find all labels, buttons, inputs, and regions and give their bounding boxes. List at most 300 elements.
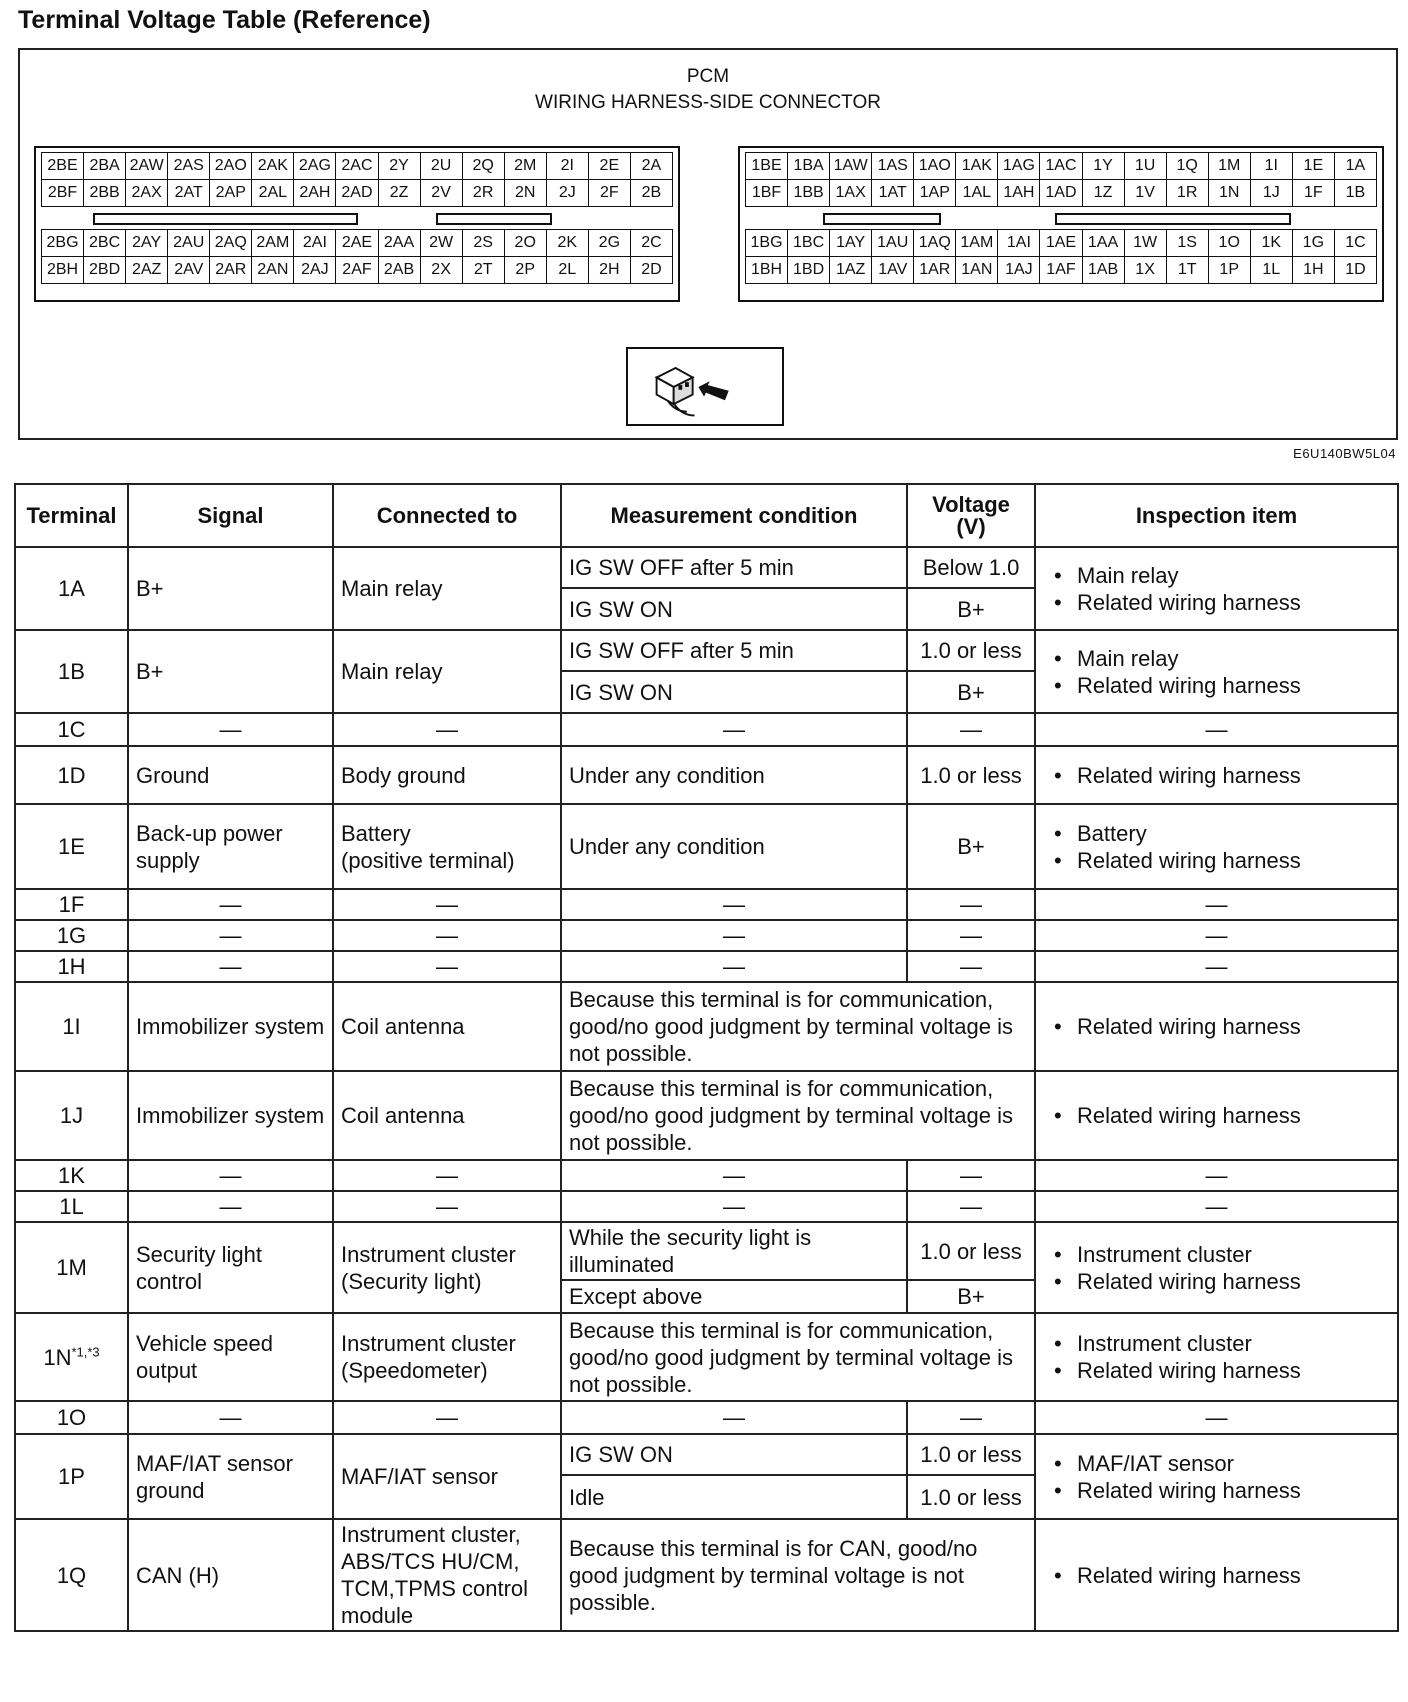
- connected-line: (Security light): [341, 1268, 482, 1294]
- cell-condition: IG SW ON: [561, 588, 907, 630]
- connector-pin: 2AJ: [294, 257, 336, 284]
- connected-line: (positive terminal): [341, 847, 515, 873]
- connector-pin: 1Z: [1082, 180, 1124, 207]
- connector-pin: 1AK: [956, 153, 998, 180]
- header-measurement-condition: Measurement condition: [561, 484, 907, 547]
- connector-pin: 1AI: [998, 230, 1040, 257]
- cell-signal: CAN (H): [128, 1519, 333, 1631]
- connector-pin: 1AY: [830, 230, 872, 257]
- connector-pin: 1BG: [746, 230, 788, 257]
- cell-voltage: B+: [907, 804, 1035, 889]
- connector-right: [738, 146, 1384, 302]
- connector-pin-row: [42, 257, 673, 284]
- cell-terminal: 1L: [15, 1191, 128, 1222]
- cell-terminal: 1D: [15, 746, 128, 804]
- connector-pin: 1M: [1208, 153, 1250, 180]
- connector-pin: 2AB: [378, 257, 420, 284]
- diagram-title: [20, 64, 1396, 116]
- connector-pin: 1AH: [998, 180, 1040, 207]
- connector-pin: 1AB: [1082, 257, 1124, 284]
- cell-voltage: 1.0 or less: [907, 746, 1035, 804]
- connector-pin: 2Z: [378, 180, 420, 207]
- connector-pin: 2R: [462, 180, 504, 207]
- inspection-item: • Battery: [1049, 820, 1384, 847]
- connector-pin: 1AA: [1082, 230, 1124, 257]
- connector-pin: 1AG: [998, 153, 1040, 180]
- connected-line: Instrument cluster: [341, 1241, 516, 1267]
- cell-terminal: 1A: [15, 547, 128, 630]
- connector-pin-row: [746, 180, 1377, 207]
- connector-pin: 1B: [1334, 180, 1376, 207]
- connector-pin-row: [746, 257, 1377, 284]
- cell-connected-to: —: [333, 889, 561, 920]
- cell-condition: —: [561, 713, 907, 746]
- connector-pin: 2X: [420, 257, 462, 284]
- connector-pin: 2AI: [294, 230, 336, 257]
- header-connected-to: Connected to: [333, 484, 561, 547]
- connector-pin: 1AU: [872, 230, 914, 257]
- connector-pin: 2Q: [462, 153, 504, 180]
- cell-terminal: 1O: [15, 1401, 128, 1434]
- connector-left-top-grid: [41, 152, 673, 207]
- connector-pin-row: [42, 153, 673, 180]
- cell-voltage: —: [907, 1191, 1035, 1222]
- cell-signal: —: [128, 1160, 333, 1191]
- cell-connected-to: [333, 1222, 561, 1313]
- cell-connected-to: Main relay: [333, 547, 561, 630]
- connector-pin: 1AV: [872, 257, 914, 284]
- connector-pin: 2AR: [210, 257, 252, 284]
- connector-pin-row: [42, 230, 673, 257]
- connected-line: (Speedometer): [341, 1358, 488, 1383]
- cell-condition: —: [561, 951, 907, 982]
- connector-pin: 1BA: [788, 153, 830, 180]
- cell-terminal: 1G: [15, 920, 128, 951]
- connector-pin: 1O: [1208, 230, 1250, 257]
- connector-pin: 2BB: [84, 180, 126, 207]
- connector-pin: 1BE: [746, 153, 788, 180]
- inspection-item: • Related wiring harness: [1049, 1477, 1384, 1504]
- cell-terminal: 1J: [15, 1071, 128, 1160]
- connector-pin: 2AD: [336, 180, 378, 207]
- connector-pin: 1AP: [914, 180, 956, 207]
- connector-pin: 2J: [546, 180, 588, 207]
- cell-condition: IG SW OFF after 5 min: [561, 630, 907, 671]
- cell-condition: Under any condition: [561, 804, 907, 889]
- connector-pin: 2P: [504, 257, 546, 284]
- connector-pin: 2AO: [210, 153, 252, 180]
- cell-signal: —: [128, 1401, 333, 1434]
- connector-pin: 1L: [1250, 257, 1292, 284]
- connector-pin: 2AX: [126, 180, 168, 207]
- connector-pin: 1X: [1124, 257, 1166, 284]
- table-row: [15, 1401, 1398, 1434]
- cell-inspection: [1035, 547, 1398, 630]
- inspection-item: • Instrument cluster: [1049, 1241, 1384, 1268]
- cell-connected-to: Coil antenna: [333, 1071, 561, 1160]
- cell-inspection: [1035, 1313, 1398, 1401]
- terminal-voltage-table: [14, 483, 1399, 1632]
- connector-pin: 1AE: [1040, 230, 1082, 257]
- connector-pin: 2AL: [252, 180, 294, 207]
- cell-condition: —: [561, 1401, 907, 1434]
- cell-connected-to: [333, 1313, 561, 1401]
- cell-terminal: 1I: [15, 982, 128, 1071]
- cell-voltage: 1.0 or less: [907, 1222, 1035, 1280]
- connector-pin: 2BE: [42, 153, 84, 180]
- cell-condition: IG SW OFF after 5 min: [561, 547, 907, 588]
- connector-pin: 1W: [1124, 230, 1166, 257]
- connector-pin: 2AT: [168, 180, 210, 207]
- connector-pin: 2BD: [84, 257, 126, 284]
- table-row: [15, 746, 1398, 804]
- cell-connected-to: Coil antenna: [333, 982, 561, 1071]
- cell-voltage: B+: [907, 1280, 1035, 1313]
- cell-connected-to: —: [333, 920, 561, 951]
- connector-pin: 1AM: [956, 230, 998, 257]
- table-row: [15, 630, 1398, 671]
- inspection-item: • Related wiring harness: [1049, 672, 1384, 699]
- connector-pin: 2U: [420, 153, 462, 180]
- cell-inspection: [1035, 804, 1398, 889]
- cell-inspection: —: [1035, 920, 1398, 951]
- cell-voltage: 1.0 or less: [907, 1475, 1035, 1519]
- table-row: [15, 713, 1398, 746]
- connector-pin: 2A: [630, 153, 672, 180]
- cell-voltage: —: [907, 920, 1035, 951]
- connector-pin-row: [42, 180, 673, 207]
- cell-connected-to: Main relay: [333, 630, 561, 713]
- cell-condition: IG SW ON: [561, 671, 907, 713]
- connector-pin: 1BH: [746, 257, 788, 284]
- connector-pin: 2AA: [378, 230, 420, 257]
- cell-condition-note: Because this terminal is for communication, good/no good judgment by terminal voltage is not possible.: [561, 1071, 1035, 1160]
- cell-signal: —: [128, 713, 333, 746]
- cell-voltage: 1.0 or less: [907, 630, 1035, 671]
- connector-pin: 2O: [504, 230, 546, 257]
- header-signal: Signal: [128, 484, 333, 547]
- connector-pin: 2AK: [252, 153, 294, 180]
- connector-pin: 2AC: [336, 153, 378, 180]
- inspection-item: • Related wiring harness: [1049, 1013, 1384, 1040]
- cell-signal: Immobilizer system: [128, 1071, 333, 1160]
- connector-pin: 1C: [1334, 230, 1376, 257]
- connector-pin: 2Y: [378, 153, 420, 180]
- connector-pin: 1D: [1334, 257, 1376, 284]
- inspection-item: • Related wiring harness: [1049, 1357, 1384, 1384]
- cell-condition-note: Because this terminal is for CAN, good/no good judgment by terminal voltage is not possible.: [561, 1519, 1035, 1631]
- cell-condition: —: [561, 920, 907, 951]
- table-row: [15, 889, 1398, 920]
- header-voltage-label: Voltage: [932, 491, 1010, 517]
- connector-pin: 2BG: [42, 230, 84, 257]
- cell-inspection: —: [1035, 1160, 1398, 1191]
- cell-terminal: 1C: [15, 713, 128, 746]
- connector-view-arrow-icon: [628, 349, 782, 424]
- key-bar: [1055, 213, 1291, 225]
- connector-pin: 1Y: [1082, 153, 1124, 180]
- cell-condition: While the security light is illuminated: [561, 1222, 907, 1280]
- connector-pin: 1A: [1334, 153, 1376, 180]
- cell-signal: —: [128, 951, 333, 982]
- connector-pin: 1P: [1208, 257, 1250, 284]
- table-row: [15, 1519, 1398, 1631]
- cell-signal: —: [128, 920, 333, 951]
- connector-pin: 1R: [1166, 180, 1208, 207]
- inspection-item: • Related wiring harness: [1049, 1562, 1384, 1589]
- cell-condition-note: Because this terminal is for communication, good/no good judgment by terminal voltage is not possible.: [561, 982, 1035, 1071]
- connector-pin: 2G: [588, 230, 630, 257]
- cell-inspection: —: [1035, 713, 1398, 746]
- connector-pin: 2AP: [210, 180, 252, 207]
- connector-right-top-grid: [745, 152, 1377, 207]
- connector-pin: 1F: [1292, 180, 1334, 207]
- inspection-item: • Related wiring harness: [1049, 1102, 1384, 1129]
- connector-pin: 2AG: [294, 153, 336, 180]
- cell-condition: IG SW ON: [561, 1434, 907, 1475]
- connector-right-bottom-grid: [745, 229, 1377, 284]
- terminal-label: 1N: [43, 1344, 72, 1370]
- cell-voltage: 1.0 or less: [907, 1434, 1035, 1475]
- connector-pin: 2D: [630, 257, 672, 284]
- connector-pin: 2AS: [168, 153, 210, 180]
- connector-diagram: [18, 48, 1398, 440]
- cell-condition: Idle: [561, 1475, 907, 1519]
- cell-connected-to: MAF/IAT sensor: [333, 1434, 561, 1519]
- cell-signal: —: [128, 889, 333, 920]
- connector-pin: 1S: [1166, 230, 1208, 257]
- connector-pin: 1AW: [830, 153, 872, 180]
- connector-pin: 2AE: [336, 230, 378, 257]
- cell-inspection: [1035, 982, 1398, 1071]
- header-voltage: [907, 484, 1035, 547]
- cell-inspection: —: [1035, 951, 1398, 982]
- connector-pin: 1J: [1250, 180, 1292, 207]
- cell-inspection: [1035, 1222, 1398, 1313]
- cell-inspection: [1035, 1519, 1398, 1631]
- table-row: [15, 951, 1398, 982]
- connector-pin-row: [746, 153, 1377, 180]
- table-header-row: [15, 484, 1398, 547]
- connector-pin: 2C: [630, 230, 672, 257]
- connector-pin: 2M: [504, 153, 546, 180]
- inspection-item: • Related wiring harness: [1049, 1268, 1384, 1295]
- connector-pin: 2F: [588, 180, 630, 207]
- cell-signal: Vehicle speed output: [128, 1313, 333, 1401]
- connector-view-icon: [626, 347, 784, 426]
- connector-pin: 1AC: [1040, 153, 1082, 180]
- connector-pin: 2W: [420, 230, 462, 257]
- cell-terminal: 1F: [15, 889, 128, 920]
- connector-pin: 1BD: [788, 257, 830, 284]
- cell-signal: B+: [128, 547, 333, 630]
- cell-connected-to: —: [333, 951, 561, 982]
- cell-terminal: 1H: [15, 951, 128, 982]
- connector-pin: 1AZ: [830, 257, 872, 284]
- cell-terminal: 1K: [15, 1160, 128, 1191]
- connector-pin: 1AJ: [998, 257, 1040, 284]
- cell-terminal: 1M: [15, 1222, 128, 1313]
- cell-connected-to: —: [333, 1401, 561, 1434]
- cell-connected-to: —: [333, 713, 561, 746]
- cell-condition: —: [561, 1160, 907, 1191]
- connector-pin: 2K: [546, 230, 588, 257]
- connector-pin: 1AT: [872, 180, 914, 207]
- diagram-title-pcm: PCM: [686, 66, 730, 87]
- connector-pin: 2H: [588, 257, 630, 284]
- table-row: [15, 1191, 1398, 1222]
- connector-pin: 2AN: [252, 257, 294, 284]
- connector-pin: 1AX: [830, 180, 872, 207]
- connector-pin: 2AW: [126, 153, 168, 180]
- cell-inspection: —: [1035, 1401, 1398, 1434]
- table-row: [15, 982, 1398, 1071]
- connector-pin: 1K: [1250, 230, 1292, 257]
- connector-pin: 1G: [1292, 230, 1334, 257]
- cell-condition: Except above: [561, 1280, 907, 1313]
- connector-pin: 1AS: [872, 153, 914, 180]
- connector-pin: 2T: [462, 257, 504, 284]
- connector-pin: 2AF: [336, 257, 378, 284]
- terminal-footnote: *1,*3: [71, 1344, 100, 1360]
- cell-terminal: 1Q: [15, 1519, 128, 1631]
- connector-pin: 2BC: [84, 230, 126, 257]
- connector-pin: 2AQ: [210, 230, 252, 257]
- inspection-item: • Main relay: [1049, 645, 1384, 672]
- connector-pin: 2V: [420, 180, 462, 207]
- connector-pin: 1AQ: [914, 230, 956, 257]
- connector-pin: 1I: [1250, 153, 1292, 180]
- connector-pin: 2AU: [168, 230, 210, 257]
- cell-condition: Under any condition: [561, 746, 907, 804]
- connector-pin: 2AV: [168, 257, 210, 284]
- table-row: [15, 920, 1398, 951]
- connector-pin: 2N: [504, 180, 546, 207]
- connected-line: Instrument cluster: [341, 1331, 516, 1356]
- cell-terminal: 1E: [15, 804, 128, 889]
- connector-pin: 1AF: [1040, 257, 1082, 284]
- cell-signal: B+: [128, 630, 333, 713]
- connector-pin: 2I: [546, 153, 588, 180]
- connector-pin: 2BF: [42, 180, 84, 207]
- connector-pin: 1E: [1292, 153, 1334, 180]
- page-title: Terminal Voltage Table (Reference): [18, 6, 431, 34]
- cell-connected-to: Instrument cluster, ABS/TCS HU/CM, TCM,TPMS control module: [333, 1519, 561, 1631]
- cell-signal: MAF/IAT sensor ground: [128, 1434, 333, 1519]
- inspection-item: • Main relay: [1049, 562, 1384, 589]
- connector-pin: 1BC: [788, 230, 830, 257]
- table-row: [15, 1434, 1398, 1475]
- connector-pin: 2AH: [294, 180, 336, 207]
- inspection-item: • Instrument cluster: [1049, 1330, 1384, 1357]
- header-inspection-item: Inspection item: [1035, 484, 1398, 547]
- connector-right-key-bars: [745, 207, 1377, 229]
- connector-pin: 1U: [1124, 153, 1166, 180]
- connector-pin: 1AN: [956, 257, 998, 284]
- connector-pin: 2BH: [42, 257, 84, 284]
- cell-voltage: B+: [907, 588, 1035, 630]
- inspection-item: • Related wiring harness: [1049, 589, 1384, 616]
- cell-inspection: [1035, 1071, 1398, 1160]
- connected-line: Battery: [341, 820, 411, 846]
- table-row: [15, 1313, 1398, 1401]
- connector-pin: 2AZ: [126, 257, 168, 284]
- connector-pin: 2BA: [84, 153, 126, 180]
- connector-pin: 1AR: [914, 257, 956, 284]
- connector-pin: 1T: [1166, 257, 1208, 284]
- cell-connected-to: —: [333, 1160, 561, 1191]
- cell-signal: Back-up power supply: [128, 804, 333, 889]
- cell-inspection: [1035, 1434, 1398, 1519]
- key-bar: [93, 213, 358, 225]
- header-terminal: Terminal: [15, 484, 128, 547]
- cell-terminal: 1B: [15, 630, 128, 713]
- cell-terminal: [15, 1313, 128, 1401]
- diagram-title-connector: WIRING HARNESS-SIDE CONNECTOR: [535, 92, 881, 113]
- connector-left-key-bars: [41, 207, 673, 229]
- table-row: [15, 1071, 1398, 1160]
- inspection-item: • Related wiring harness: [1049, 762, 1384, 789]
- connector-pin: 1AO: [914, 153, 956, 180]
- cell-connected-to: [333, 804, 561, 889]
- connector-pin: 2B: [630, 180, 672, 207]
- cell-voltage: B+: [907, 671, 1035, 713]
- connector-pin: 1AL: [956, 180, 998, 207]
- cell-connected-to: —: [333, 1191, 561, 1222]
- cell-voltage: —: [907, 951, 1035, 982]
- cell-inspection: [1035, 746, 1398, 804]
- cell-signal: Ground: [128, 746, 333, 804]
- cell-voltage: —: [907, 889, 1035, 920]
- connector-pin: 1N: [1208, 180, 1250, 207]
- cell-condition: —: [561, 889, 907, 920]
- connector-pin: 2AM: [252, 230, 294, 257]
- connector-pin: 1BB: [788, 180, 830, 207]
- connector-left: [34, 146, 680, 302]
- figure-code: E6U140BW5L04: [1293, 446, 1396, 461]
- cell-connected-to: Body ground: [333, 746, 561, 804]
- key-bar: [823, 213, 941, 225]
- connector-pin: 2L: [546, 257, 588, 284]
- inspection-item: • Related wiring harness: [1049, 847, 1384, 874]
- cell-signal: Immobilizer system: [128, 982, 333, 1071]
- table-row: [15, 804, 1398, 889]
- connector-pin: 1Q: [1166, 153, 1208, 180]
- connector-pin: 1V: [1124, 180, 1166, 207]
- inspection-item: • MAF/IAT sensor: [1049, 1450, 1384, 1477]
- cell-terminal: 1P: [15, 1434, 128, 1519]
- header-voltage-unit: (V): [956, 513, 986, 539]
- connector-pin: 1H: [1292, 257, 1334, 284]
- key-bar: [436, 213, 552, 225]
- cell-voltage: —: [907, 713, 1035, 746]
- cell-signal: Security light control: [128, 1222, 333, 1313]
- cell-condition: —: [561, 1191, 907, 1222]
- connector-pin: 2AY: [126, 230, 168, 257]
- connector-pin-row: [746, 230, 1377, 257]
- connector-pin: 1BF: [746, 180, 788, 207]
- cell-voltage: Below 1.0: [907, 547, 1035, 588]
- cell-condition-note: Because this terminal is for communication, good/no good judgment by terminal voltage is not possible.: [561, 1313, 1035, 1401]
- cell-inspection: —: [1035, 889, 1398, 920]
- cell-voltage: —: [907, 1401, 1035, 1434]
- cell-inspection: [1035, 630, 1398, 713]
- cell-signal: —: [128, 1191, 333, 1222]
- cell-inspection: —: [1035, 1191, 1398, 1222]
- connector-pin: 2E: [588, 153, 630, 180]
- table-row: [15, 1222, 1398, 1280]
- connector-pin: 2S: [462, 230, 504, 257]
